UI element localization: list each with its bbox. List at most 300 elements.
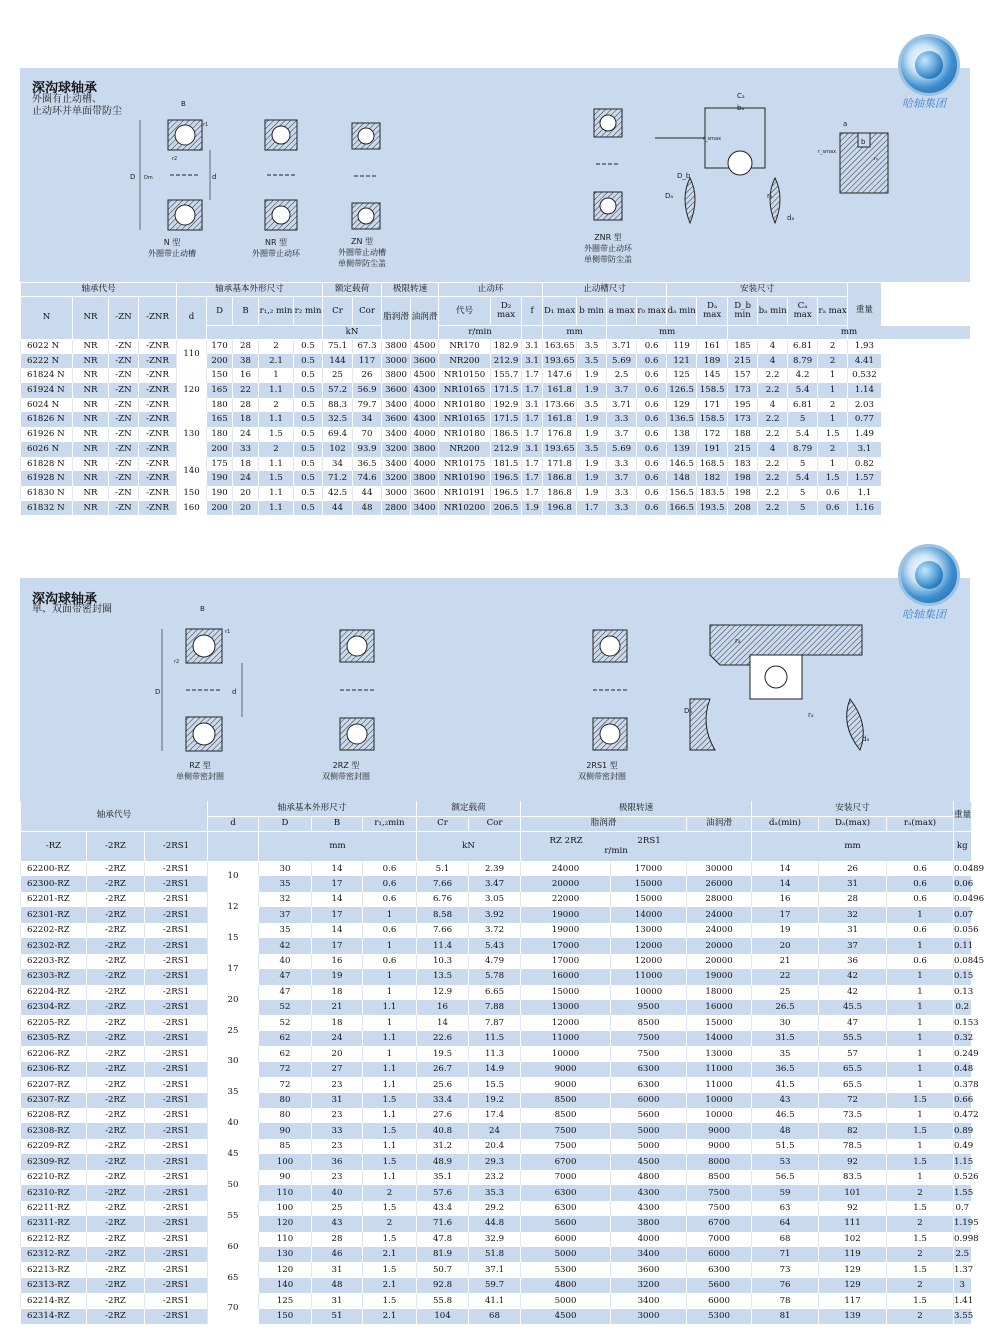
cell-B: 51 xyxy=(312,1309,363,1324)
cell-g1: 13000 xyxy=(521,1000,611,1015)
cell-D: 180 xyxy=(207,427,233,442)
cell-Ca: 5 xyxy=(788,457,818,472)
cell-ra: 1.5 xyxy=(818,427,848,442)
cell-f: 1.7 xyxy=(522,368,543,383)
cell-Da: 65.5 xyxy=(819,1062,887,1077)
cell-Cr: 35.1 xyxy=(417,1170,469,1185)
cell-rs1: -2RS1 xyxy=(145,1108,208,1123)
cell-Cr: 57.2 xyxy=(323,383,353,398)
h-oil: 油润滑 xyxy=(411,297,439,340)
cell-rs1: -2RS1 xyxy=(145,1077,208,1092)
cell-da: 71 xyxy=(752,1247,819,1262)
cell-c: 62300-RZ xyxy=(21,876,87,891)
cell-D: 42 xyxy=(259,938,312,953)
h2-D: D xyxy=(259,816,312,831)
cell-r: 2 xyxy=(363,1216,417,1231)
cell-da: 63 xyxy=(752,1201,819,1216)
label-d-2: d xyxy=(232,688,237,696)
cell-kg: 1.195 xyxy=(954,1216,971,1231)
cell-D2: 196.5 xyxy=(491,471,522,486)
cell-r2: 0.5 xyxy=(294,427,323,442)
cell-Cr: 92.8 xyxy=(417,1278,469,1293)
cell-D: 190 xyxy=(207,486,233,501)
cell-Ca: 4.2 xyxy=(788,368,818,383)
cell-r12: 1.1 xyxy=(259,383,294,398)
cell-oil: 18000 xyxy=(687,985,752,1000)
cell-r: 1.1 xyxy=(363,1031,417,1046)
cell-nr: NR xyxy=(73,339,109,354)
table-row xyxy=(21,471,971,486)
cell-rs1: -2RS1 xyxy=(145,1093,208,1108)
cell-g2: 15000 xyxy=(611,892,687,907)
caption-znr: ZNR 型 外圈带止动环 单侧带防尘盖 xyxy=(584,233,632,264)
cell-Da: 47 xyxy=(819,1015,887,1030)
cell-Da: 182 xyxy=(697,471,728,486)
cell-d: 15 xyxy=(208,923,259,954)
cell-D1: 193.65 xyxy=(543,442,577,457)
cell-D: 72 xyxy=(259,1077,312,1092)
cell-r2: 0.5 xyxy=(294,354,323,369)
table-series2 xyxy=(20,801,985,1324)
cell-Da: 102 xyxy=(819,1232,887,1247)
cell-Cor: 51.8 xyxy=(469,1247,521,1262)
cell-oil: 6000 xyxy=(687,1293,752,1308)
label-r0: r₀ xyxy=(874,156,879,162)
cell-c: 62202-RZ xyxy=(21,923,87,938)
h-da: dₐ min xyxy=(667,297,697,326)
cell-oil: 10000 xyxy=(687,1108,752,1123)
cell-ba: 2.2 xyxy=(758,368,788,383)
cell-ra: 1 xyxy=(887,985,954,1000)
cell-g2: 4000 xyxy=(611,1232,687,1247)
table-row xyxy=(21,1139,971,1154)
cell-D: 200 xyxy=(207,354,233,369)
cell-g1: 7500 xyxy=(521,1139,611,1154)
cell-da: 119 xyxy=(667,339,697,354)
cell-da: 53 xyxy=(752,1154,819,1169)
cell-zn: -ZN xyxy=(109,398,139,413)
cell-g2: 9500 xyxy=(611,1000,687,1015)
cell-r12: 2.1 xyxy=(259,354,294,369)
cell-rz2: -2RZ xyxy=(87,1309,145,1324)
cell-n: 61830 N xyxy=(21,486,73,501)
cell-g1: 11000 xyxy=(521,1031,611,1046)
cell-rs1: -2RS1 xyxy=(145,1046,208,1061)
bearing-drawing-n xyxy=(130,100,220,240)
label-D: D xyxy=(130,173,136,181)
cell-zn: -ZN xyxy=(109,457,139,472)
cell-ra: 1.5 xyxy=(887,1262,954,1277)
cell-D1: 161.8 xyxy=(543,412,577,427)
table-row xyxy=(21,923,971,938)
cell-g2: 5000 xyxy=(611,1139,687,1154)
cell-rz2: -2RZ xyxy=(87,969,145,984)
cell-b: 1.9 xyxy=(577,412,607,427)
cell-B: 48 xyxy=(312,1278,363,1293)
cell-Da: 57 xyxy=(819,1046,887,1061)
cell-kg: 3.55 xyxy=(954,1309,971,1324)
cell-Cor: 26 xyxy=(353,368,382,383)
cell-kg: 0.11 xyxy=(954,938,971,953)
cell-Cr: 6.76 xyxy=(417,892,469,907)
cell-Cr: 11.4 xyxy=(417,938,469,953)
cell-kg: 0.89 xyxy=(954,1123,971,1138)
cell-r: 1 xyxy=(363,985,417,1000)
cell-b: 1.9 xyxy=(577,427,607,442)
table-row xyxy=(21,1278,971,1293)
cell-B: 46 xyxy=(312,1247,363,1262)
cell-rz2: -2RZ xyxy=(87,1278,145,1293)
cell-r2: 0.5 xyxy=(294,442,323,457)
cell-kg: 0.32 xyxy=(954,1031,971,1046)
cell-Da: 42 xyxy=(819,969,887,984)
cell-g1: 17000 xyxy=(521,954,611,969)
cell-Cor: 4.79 xyxy=(469,954,521,969)
cell-Cr: 10.3 xyxy=(417,954,469,969)
cell-Da: 172 xyxy=(697,427,728,442)
cell-rz2: -2RZ xyxy=(87,954,145,969)
cell-ra: 0.6 xyxy=(887,923,954,938)
label-ra-2: rₐ xyxy=(735,637,741,645)
cell-znr: -ZNR xyxy=(139,368,177,383)
company-brand-2: 哈轴集团 xyxy=(902,608,946,621)
cell-Cr: 27.6 xyxy=(417,1108,469,1123)
cell-Cor: 44 xyxy=(353,486,382,501)
cell-a: 3.71 xyxy=(607,339,637,354)
cell-grease: 3400 xyxy=(382,427,411,442)
cell-Cor: 3.92 xyxy=(469,907,521,922)
cell-c: 62313-RZ xyxy=(21,1278,87,1293)
cell-Cor: 35.3 xyxy=(469,1185,521,1200)
h2-unit-kN: kN xyxy=(417,831,521,861)
cell-da: 41.5 xyxy=(752,1077,819,1092)
cell-Da: 101 xyxy=(819,1185,887,1200)
cell-kg: 2.03 xyxy=(848,398,881,413)
cell-da: 126.5 xyxy=(667,383,697,398)
cell-rz2: -2RZ xyxy=(87,1139,145,1154)
cell-oil: 28000 xyxy=(687,892,752,907)
cell-zn: -ZN xyxy=(109,412,139,427)
cell-B: 24 xyxy=(312,1031,363,1046)
company-logo xyxy=(898,34,960,96)
cell-r: 0.6 xyxy=(363,892,417,907)
cell-B: 16 xyxy=(233,368,259,383)
table-row xyxy=(21,1262,971,1277)
cell-kg: 1.15 xyxy=(954,1154,971,1169)
cell-c: 62207-RZ xyxy=(21,1077,87,1092)
h-ba: bₐ min xyxy=(758,297,788,326)
h2-unit-mm2: mm xyxy=(752,831,954,861)
cell-g2: 3600 xyxy=(611,1262,687,1277)
cell-zn: -ZN xyxy=(109,339,139,354)
cell-znr: -ZNR xyxy=(139,427,177,442)
cell-B: 18 xyxy=(233,457,259,472)
cell-f: 1.7 xyxy=(522,486,543,501)
cell-Ca: 5.4 xyxy=(788,383,818,398)
h-unit-blank xyxy=(207,326,323,340)
cell-g2: 7500 xyxy=(611,1046,687,1061)
cell-znr: -ZNR xyxy=(139,457,177,472)
cell-Da: 72 xyxy=(819,1093,887,1108)
cell-kg: 0.0845 xyxy=(954,954,971,969)
cell-Cr: 55.8 xyxy=(417,1293,469,1308)
cell-B: 16 xyxy=(312,954,363,969)
cell-rs1: -2RS1 xyxy=(145,1201,208,1216)
bearing-drawing-nr xyxy=(250,110,310,240)
cell-ra: 0.6 xyxy=(887,892,954,907)
cell-n: 6026 N xyxy=(21,442,73,457)
cell-D: 52 xyxy=(259,1015,312,1030)
cell-c: 62302-RZ xyxy=(21,938,87,953)
cell-c: 62210-RZ xyxy=(21,1170,87,1185)
cell-ra: 1 xyxy=(818,383,848,398)
cell-d: 60 xyxy=(208,1232,259,1263)
cell-g2: 4300 xyxy=(611,1185,687,1200)
cell-g2: 3200 xyxy=(611,1278,687,1293)
cell-rz2: -2RZ xyxy=(87,1232,145,1247)
cell-g2: 6000 xyxy=(611,1093,687,1108)
table-row xyxy=(21,1154,971,1169)
cell-da: 36.5 xyxy=(752,1062,819,1077)
cell-B: 31 xyxy=(312,1293,363,1308)
cell-r: 0.6 xyxy=(363,954,417,969)
cell-ra: 1.5 xyxy=(887,1123,954,1138)
cell-rz2: -2RZ xyxy=(87,876,145,891)
cell-r12: 1.1 xyxy=(259,457,294,472)
cell-kg: 4.41 xyxy=(848,354,881,369)
cell-f: 1.7 xyxy=(522,471,543,486)
cell-znr: -ZNR xyxy=(139,383,177,398)
cell-b: 3.5 xyxy=(577,354,607,369)
cell-rz2: -2RZ xyxy=(87,1123,145,1138)
cell-r2: 0.5 xyxy=(294,486,323,501)
cell-da: 46.5 xyxy=(752,1108,819,1123)
h2-2rz: -2RZ xyxy=(87,831,145,861)
h-znr: -ZNR xyxy=(139,297,177,340)
label-Da-2: Dₐ xyxy=(684,707,693,715)
cell-d: 25 xyxy=(208,1015,259,1046)
cell-g1: 4800 xyxy=(521,1278,611,1293)
cell-rz2: -2RZ xyxy=(87,1062,145,1077)
caption-nr: NR 型 外圈带止动环 xyxy=(252,238,300,258)
cell-d: 120 xyxy=(177,368,207,412)
cell-grease: 3800 xyxy=(382,368,411,383)
cell-B: 24 xyxy=(233,427,259,442)
cell-da: 64 xyxy=(752,1216,819,1231)
cell-g2: 3400 xyxy=(611,1293,687,1308)
cell-znr: -ZNR xyxy=(139,442,177,457)
cell-znr: -ZNR xyxy=(139,339,177,354)
cell-ring: NR10150 xyxy=(439,368,491,383)
cell-g1: 6700 xyxy=(521,1154,611,1169)
table-row xyxy=(21,1309,971,1324)
h2-d: d xyxy=(208,816,259,831)
cell-g1: 7500 xyxy=(521,1123,611,1138)
h2-blank-d xyxy=(208,831,259,861)
cell-ra: 1.5 xyxy=(887,1293,954,1308)
h2-oil: 油润滑 xyxy=(687,816,752,831)
cell-kg: 0.532 xyxy=(848,368,881,383)
cell-oil: 9000 xyxy=(687,1139,752,1154)
cell-b: 3.5 xyxy=(577,339,607,354)
cell-c: 62201-RZ xyxy=(21,892,87,907)
cell-ra: 1 xyxy=(887,969,954,984)
cell-oil: 9000 xyxy=(687,1123,752,1138)
cell-nr: NR xyxy=(73,457,109,472)
cell-rz2: -2RZ xyxy=(87,861,145,876)
cell-D: 35 xyxy=(259,876,312,891)
cell-r0: 0.6 xyxy=(637,427,667,442)
table-row xyxy=(21,1031,971,1046)
cell-a: 2.5 xyxy=(607,368,637,383)
h-B: B xyxy=(233,297,259,326)
cell-r12: 2 xyxy=(259,442,294,457)
cell-rz2: -2RZ xyxy=(87,1015,145,1030)
cell-ra: 1.5 xyxy=(818,471,848,486)
h2-2rs1: -2RS1 xyxy=(145,831,208,861)
cell-Db: 215 xyxy=(728,442,758,457)
h2-grease-sub2: 2RS1 xyxy=(637,836,661,846)
cell-r: 1.5 xyxy=(363,1232,417,1247)
cell-a: 3.7 xyxy=(607,427,637,442)
cell-nr: NR xyxy=(73,368,109,383)
cell-Cr: 75.1 xyxy=(323,339,353,354)
table-row xyxy=(21,1093,971,1108)
cell-r: 1.5 xyxy=(363,1293,417,1308)
cell-Ca: 6.81 xyxy=(788,339,818,354)
cell-g1: 24000 xyxy=(521,861,611,876)
cell-D1: 186.8 xyxy=(543,486,577,501)
cell-n: 61832 N xyxy=(21,501,73,516)
cell-a: 3.71 xyxy=(607,398,637,413)
cell-rs1: -2RS1 xyxy=(145,1139,208,1154)
label-ra: rₐ xyxy=(767,192,773,200)
table-row xyxy=(21,398,971,413)
cell-g2: 11000 xyxy=(611,969,687,984)
cell-da: 78 xyxy=(752,1293,819,1308)
cell-rz2: -2RZ xyxy=(87,1108,145,1123)
cell-Db: 173 xyxy=(728,383,758,398)
cell-da: 17 xyxy=(752,907,819,922)
table-row xyxy=(21,354,971,369)
cell-ba: 4 xyxy=(758,398,788,413)
cell-B: 18 xyxy=(312,985,363,1000)
label-b: b xyxy=(861,138,866,146)
cell-Ca: 8.79 xyxy=(788,442,818,457)
cell-ba: 2.2 xyxy=(758,501,788,516)
cell-D2: 171.5 xyxy=(491,383,522,398)
cell-d: 130 xyxy=(177,412,207,456)
cell-rs1: -2RS1 xyxy=(145,1170,208,1185)
cell-r: 1 xyxy=(363,1046,417,1061)
cell-Cr: 32.5 xyxy=(323,412,353,427)
cell-g1: 8500 xyxy=(521,1108,611,1123)
h-code: 轴承代号 xyxy=(21,283,177,297)
cell-rz2: -2RZ xyxy=(87,1185,145,1200)
cell-B: 23 xyxy=(312,1077,363,1092)
cell-rz2: -2RZ xyxy=(87,1031,145,1046)
cell-znr: -ZNR xyxy=(139,412,177,427)
cell-c: 62311-RZ xyxy=(21,1216,87,1231)
cell-Cr: 22.6 xyxy=(417,1031,469,1046)
cell-D2: 155.7 xyxy=(491,368,522,383)
cell-oil: 3600 xyxy=(411,486,439,501)
cell-da: 76 xyxy=(752,1278,819,1293)
cell-rz2: -2RZ xyxy=(87,907,145,922)
cell-Cor: 29.2 xyxy=(469,1201,521,1216)
cell-Da: 119 xyxy=(819,1247,887,1262)
cell-oil: 5300 xyxy=(687,1309,752,1324)
cell-Cor: 7.87 xyxy=(469,1015,521,1030)
cell-r12: 1.1 xyxy=(259,486,294,501)
label-Dm: Dm xyxy=(144,175,153,181)
cell-Cor: 37.1 xyxy=(469,1262,521,1277)
cell-oil: 3800 xyxy=(411,471,439,486)
cell-g2: 3800 xyxy=(611,1216,687,1231)
cell-B: 33 xyxy=(312,1123,363,1138)
cell-kg: 0.48 xyxy=(954,1062,971,1077)
cell-kg: 0.82 xyxy=(848,457,881,472)
cell-g2: 5000 xyxy=(611,1123,687,1138)
cell-ba: 2.2 xyxy=(758,383,788,398)
cell-ra: 1 xyxy=(887,938,954,953)
cell-ra: 1 xyxy=(887,1108,954,1123)
label-da-2: dₐ xyxy=(862,735,870,743)
cell-rs1: -2RS1 xyxy=(145,1185,208,1200)
cell-da: 121 xyxy=(667,354,697,369)
cell-ra: 1.5 xyxy=(887,1232,954,1247)
h-ringcode: 代号 xyxy=(439,297,491,326)
cell-c: 62206-RZ xyxy=(21,1046,87,1061)
cell-rs1: -2RS1 xyxy=(145,1309,208,1324)
cell-g2: 14000 xyxy=(611,907,687,922)
cell-r12: 1.1 xyxy=(259,501,294,516)
table-row xyxy=(21,501,971,516)
cell-c: 62304-RZ xyxy=(21,1000,87,1015)
cell-oil: 6700 xyxy=(687,1216,752,1231)
cell-Da: 42 xyxy=(819,985,887,1000)
cell-g1: 12000 xyxy=(521,1015,611,1030)
cell-nr: NR xyxy=(73,354,109,369)
cell-Cr: 69.4 xyxy=(323,427,353,442)
cell-oil: 5600 xyxy=(687,1278,752,1293)
caption-2rz: 2RZ 型 双侧带密封圈 xyxy=(322,761,370,781)
cell-B: 14 xyxy=(312,923,363,938)
cell-nr: NR xyxy=(73,486,109,501)
cell-Cr: 12.9 xyxy=(417,985,469,1000)
cell-Cor: 41.1 xyxy=(469,1293,521,1308)
cell-oil: 8000 xyxy=(687,1154,752,1169)
cell-g1: 16000 xyxy=(521,969,611,984)
cell-B: 31 xyxy=(312,1093,363,1108)
h-unit-mm2: mm xyxy=(607,326,728,340)
h-weight: 重量 xyxy=(848,283,881,339)
cell-D: 175 xyxy=(207,457,233,472)
cell-Cor: 11.5 xyxy=(469,1031,521,1046)
cell-g1: 9000 xyxy=(521,1062,611,1077)
cell-Cor: 59.7 xyxy=(469,1278,521,1293)
label-r1-2: r1 xyxy=(225,629,231,635)
h-Cor: Cor xyxy=(353,297,382,326)
cell-Cr: 13.5 xyxy=(417,969,469,984)
cell-B: 24 xyxy=(233,471,259,486)
cell-da: 20 xyxy=(752,938,819,953)
cell-oil: 7500 xyxy=(687,1201,752,1216)
caption-zn: ZN 型 外圈带止动槽 单侧带防尘盖 xyxy=(338,237,386,268)
cell-B: 36 xyxy=(312,1154,363,1169)
cell-kg: 0.249 xyxy=(954,1046,971,1061)
cell-B: 27 xyxy=(312,1062,363,1077)
